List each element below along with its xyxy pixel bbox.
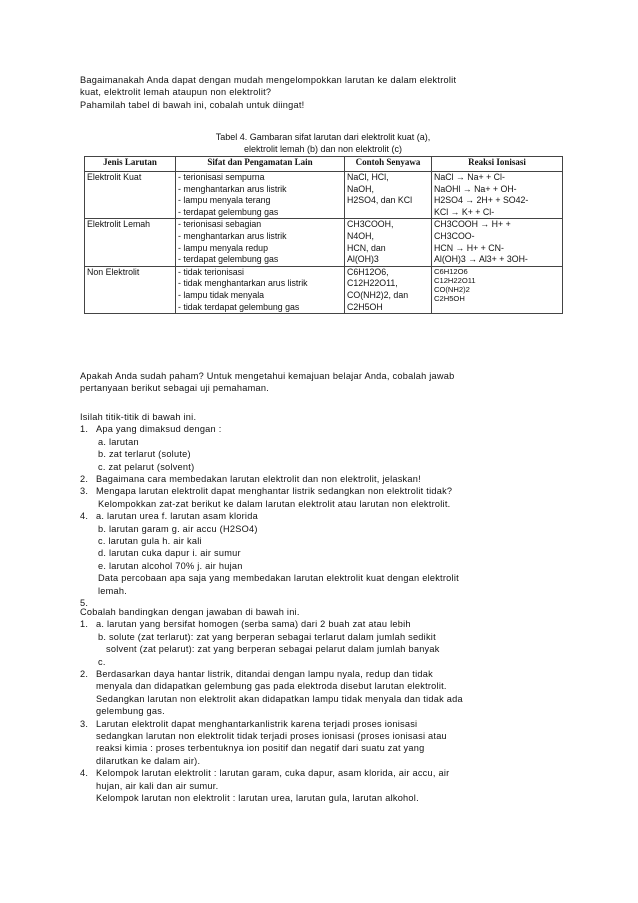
- cell-line: NaCl → Na+ + Cl-: [434, 172, 505, 182]
- table-row: [85, 172, 563, 219]
- question-subline: b. zat terlarut (solute): [98, 449, 191, 460]
- cell-reaksi: [432, 172, 563, 219]
- question-subline: d. larutan cuka dapur i. air sumur: [98, 548, 241, 559]
- cell-line: - menghantarkan arus listrik: [178, 230, 287, 241]
- cell-line: - tidak terdapat gelembung gas: [178, 301, 300, 312]
- cell-reaksi: [432, 266, 563, 313]
- cell-line: NaOHl → Na+ + OH-: [434, 183, 517, 194]
- cell-line: - tidak terionisasi: [178, 266, 245, 277]
- question-subline: c. larutan gula h. air kali: [98, 536, 202, 547]
- question-number: 3.: [80, 486, 89, 497]
- question-number: 2.: [80, 474, 89, 485]
- cell-sifat: [176, 219, 345, 266]
- question-item: [80, 510, 566, 522]
- answer-text: a. larutan yang bersifat homogen (serba sama) dari 2 buah zat atau lebih: [96, 619, 411, 630]
- cell-line: N4OH,: [347, 230, 374, 241]
- answer-line: [80, 730, 566, 742]
- cell-jenis: [85, 266, 176, 313]
- questions-intro: Isilah titik-titik di bawah ini.: [80, 412, 197, 422]
- table-row: [85, 219, 563, 266]
- question-subline: Data percobaan apa saja yang membedakan larutan elektrolit kuat dengan elektrolit: [98, 573, 459, 584]
- answer-text: Sedangkan larutan non elektrolit akan didapatkan lampu tidak menyala dan tidak ada: [96, 693, 463, 704]
- cell-line: - terdapat gelembung gas: [178, 206, 279, 217]
- cell-line: NaOH,: [347, 183, 374, 194]
- answer-line: [80, 792, 566, 804]
- answer-text: dilarutkan ke dalam air).: [96, 755, 201, 766]
- question-subline: Kelompokkan zat-zat berikut ke dalam larutan elektrolit atau larutan non elektrolit.: [98, 498, 451, 509]
- cell-line: H2SO4, dan KCl: [347, 195, 413, 206]
- table-caption: [80, 131, 566, 155]
- cell-line: C6H12O6,: [347, 266, 389, 277]
- cell-jenis: [85, 172, 176, 219]
- question-subline: b. larutan garam g. air accu (H2SO4): [98, 523, 258, 534]
- cell-line: Elektrolit Lemah: [87, 219, 151, 230]
- intro-line: Pahamilah tabel di bawah ini, cobalah untuk diingat!: [80, 99, 305, 110]
- question-text: a. larutan urea f. larutan asam klorida: [96, 511, 258, 522]
- questions-list: [80, 423, 566, 609]
- cell-line: Al(OH)3: [347, 254, 379, 265]
- answer-number: 4.: [80, 768, 89, 779]
- cell-line: - lampu menyala terang: [178, 195, 271, 206]
- answer-line: [80, 780, 566, 792]
- answer-subline: b. solute (zat terlarut): zat yang berperan sebagai terlarut dalam jumlah sedikit: [98, 631, 436, 642]
- cell-sifat: [176, 172, 345, 219]
- cell-line: - terionisasi sebagian: [178, 219, 262, 230]
- cell-line: - terionisasi sempurna: [178, 172, 265, 182]
- answer-line: [80, 680, 566, 692]
- answers-intro: Cobalah bandingkan dengan jawaban di bawah ini.: [80, 607, 300, 617]
- header-reaksi: Reaksi Ionisasi: [432, 157, 563, 172]
- question-item: [80, 473, 566, 485]
- answer-line: [80, 693, 566, 705]
- cell-jenis: [85, 219, 176, 266]
- cell-reaksi: [432, 219, 563, 266]
- question-subline: c. zat pelarut (solvent): [98, 461, 195, 472]
- electrolyte-table: [84, 156, 563, 314]
- answer-item: [80, 668, 566, 680]
- cell-line: CO(NH2)2: [434, 284, 470, 294]
- answer-subline: solvent (zat pelarut): zat yang berperan sebagai pelarut dalam jumlah banyak: [106, 644, 440, 655]
- cell-line: - lampu tidak menyala: [178, 289, 265, 300]
- question-text: Apa yang dimaksud dengan :: [96, 424, 222, 435]
- answer-line: [80, 755, 566, 767]
- cell-line: CH3COOH,: [347, 219, 394, 230]
- caption-line: elektrolit lemah (b) dan non elektrolit (c): [243, 144, 403, 154]
- answer-text: Kelompok larutan elektrolit : larutan garam, cuka dapur, asam klorida, air accu, air: [96, 768, 450, 779]
- cell-contoh: [345, 172, 432, 219]
- cell-line: C6H12O6: [434, 266, 468, 276]
- answer-number: 2.: [80, 669, 89, 680]
- answer-line: [80, 742, 566, 754]
- header-jenis: Jenis Larutan: [85, 157, 176, 172]
- cell-line: CH3COOH → H+ +: [434, 219, 511, 230]
- paragraph-line: Apakah Anda sudah paham? Untuk mengetahui kemajuan belajar Anda, cobalah jawab: [80, 371, 455, 381]
- answer-text: Berdasarkan daya hantar listrik, ditandai dengan lampu nyala, redup dan tidak: [96, 669, 433, 680]
- answer-text: gelembung gas.: [96, 706, 165, 717]
- question-item: [80, 423, 566, 435]
- cell-contoh: [345, 266, 432, 313]
- table-header-row: [85, 157, 563, 172]
- answer-number: 3.: [80, 718, 89, 729]
- question-subline: lemah.: [98, 585, 128, 596]
- intro-line: Bagaimanakah Anda dapat dengan mudah mengelompokkan larutan ke dalam elektrolit: [80, 75, 457, 85]
- answer-line: [80, 705, 566, 717]
- answers-section: [80, 606, 566, 805]
- cell-line: C2H5OH: [434, 293, 465, 303]
- answer-item: [80, 767, 566, 779]
- cell-line: - tidak menghantarkan arus listrik: [178, 278, 308, 289]
- paragraph-line: pertanyaan berikut sebagai uji pemahaman.: [80, 383, 270, 394]
- question-number: 5.: [80, 598, 89, 609]
- answer-text: Kelompok larutan non elektrolit : larutan urea, larutan gula, larutan alkohol.: [96, 793, 419, 804]
- cell-line: C2H5OH: [347, 301, 383, 312]
- cell-line: - menghantarkan arus listrik: [178, 183, 287, 194]
- cell-line: Non Elektrolit: [87, 266, 140, 277]
- cell-line: HCN, dan: [347, 242, 386, 253]
- cell-line: H2SO4 → 2H+ + SO42-: [434, 195, 529, 206]
- answer-number: 1.: [80, 619, 89, 630]
- cell-line: - terdapat gelembung gas: [178, 254, 279, 265]
- answer-text: hujan, air kali dan air sumur.: [96, 780, 219, 791]
- cell-line: - lampu menyala redup: [178, 242, 268, 253]
- table-body: [85, 172, 563, 314]
- cell-line: C12H22O11: [434, 275, 476, 285]
- cell-line: Al(OH)3 → Al3+ + 3OH-: [434, 254, 528, 265]
- answer-text: reaksi kimia : proses terbentuknya ion positif dan negatif dari suatu zat yang: [96, 743, 425, 754]
- cell-line: C12H22O11,: [347, 278, 398, 289]
- answer-text: sedangkan larutan non elektrolit tidak terjadi proses ionisasi (proses ionisasi atau: [96, 731, 447, 742]
- question-text: Mengapa larutan elektrolit dapat menghantar listrik sedangkan non elektrolit tidak?: [96, 486, 453, 497]
- after-table-paragraph: [80, 370, 566, 395]
- question-subline: a. larutan: [98, 436, 139, 447]
- table-row: [85, 266, 563, 313]
- question-text: Bagaimana cara membedakan larutan elektrolit dan non elektrolit, jelaskan!: [96, 474, 421, 485]
- intro-line: kuat, elektrolit lemah ataupun non elektrolit?: [80, 87, 272, 98]
- cell-line: Elektrolit Kuat: [87, 172, 142, 182]
- cell-line: CH3COO-: [434, 230, 475, 241]
- header-sifat: Sifat dan Pengamatan Lain: [176, 157, 345, 172]
- header-contoh: Contoh Senyawa: [345, 157, 432, 172]
- question-number: 1.: [80, 424, 89, 435]
- cell-line: KCl → K+ + Cl-: [434, 206, 495, 217]
- cell-line: NaCl, HCl,: [347, 172, 389, 182]
- answers-list: [80, 618, 566, 804]
- answer-text: Larutan elektrolit dapat menghantarkanlistrik karena terjadi proses ionisasi: [96, 718, 418, 729]
- caption-line: Tabel 4. Gambaran sifat larutan dari elektrolit kuat (a),: [215, 132, 431, 142]
- cell-line: CO(NH2)2, dan: [347, 289, 409, 300]
- question-subline: e. larutan alcohol 70% j. air hujan: [98, 560, 243, 571]
- questions-section: [80, 411, 566, 610]
- question-number: 4.: [80, 511, 89, 522]
- question-item: [80, 485, 566, 497]
- cell-contoh: [345, 219, 432, 266]
- cell-line: HCN → H+ + CN-: [434, 242, 504, 253]
- answer-item: [80, 618, 566, 630]
- answer-text: menyala dan didapatkan gelembung gas pada elektroda disebut larutan elektrolit.: [96, 681, 447, 692]
- cell-sifat: [176, 266, 345, 313]
- answer-subline: c.: [98, 656, 106, 667]
- answer-item: [80, 718, 566, 730]
- intro-paragraph: [80, 74, 566, 111]
